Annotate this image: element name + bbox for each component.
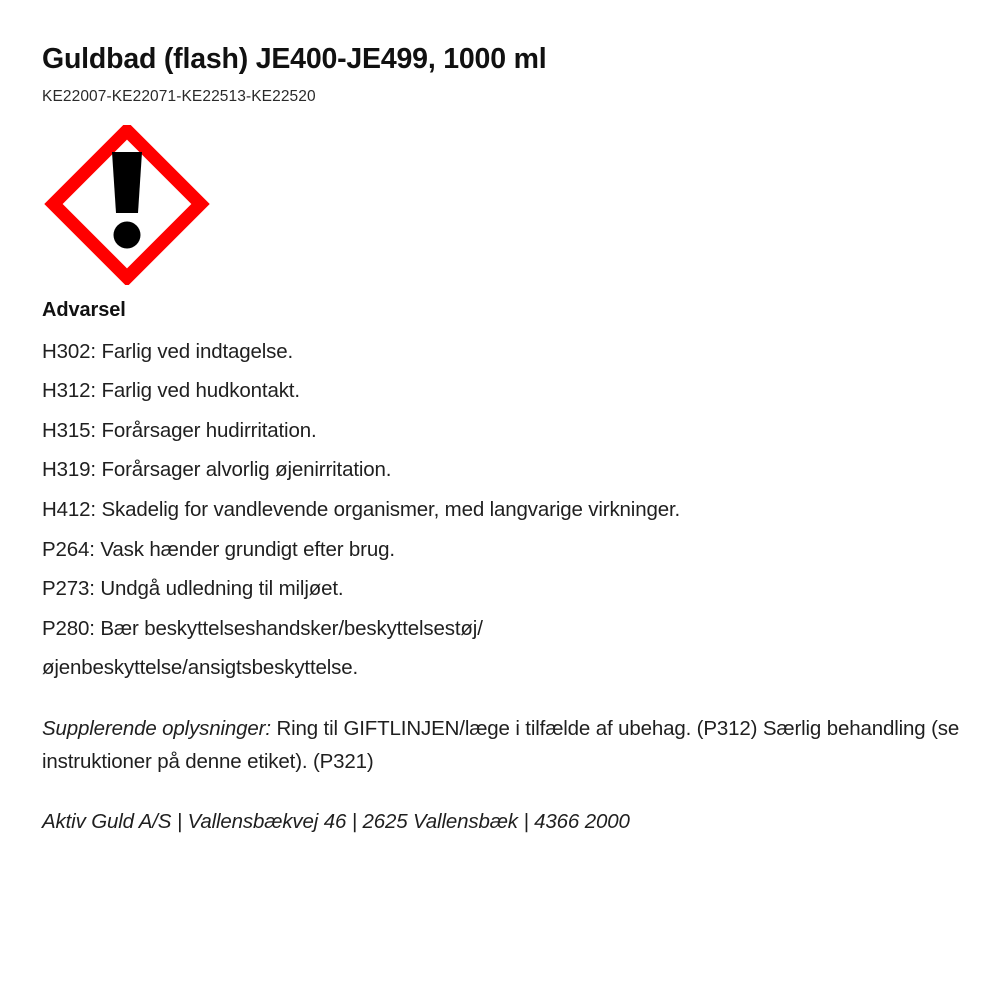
supplementary-text: Ring til GIFTLINJEN/læge i tilfælde af ubehag. (P312) Særlig behandling (se instruktioner på denne etiket). (P321) xyxy=(42,716,960,774)
list-item: P280: Bær beskyttelseshandsker/beskyttelsestøj/ xyxy=(42,616,483,640)
product-codes: KE22007-KE22071-KE22513-KE22520 xyxy=(42,88,316,106)
page-title: Guldbad (flash) JE400-JE499, 1000 ml xyxy=(42,43,547,75)
signal-word: Advarsel xyxy=(42,298,126,321)
list-item: H312: Farlig ved hudkontakt. xyxy=(42,379,300,403)
list-item: H315: Forårsager hudirritation. xyxy=(42,418,317,442)
company-address: Aktiv Guld A/S | Vallensbækvej 46 | 2625 Vallensbæk | 4366 2000 xyxy=(42,810,630,834)
ghs07-exclamation-mark-icon xyxy=(42,125,212,285)
pictogram-row xyxy=(42,125,960,285)
list-item: H319: Forårsager alvorlig øjenirritation. xyxy=(42,458,392,482)
list-item: P264: Vask hænder grundigt efter brug. xyxy=(42,537,395,561)
list-item: P273: Undgå udledning til miljøet. xyxy=(42,577,344,601)
list-item: øjenbeskyttelse/ansigtsbeskyttelse. xyxy=(42,656,359,680)
supplementary-label: Supplerende oplysninger: xyxy=(42,716,271,740)
list-item: H302: Farlig ved indtagelse. xyxy=(42,339,294,363)
hazard-statements-list xyxy=(42,332,960,688)
supplementary-information xyxy=(42,712,960,778)
list-item: H412: Skadelig for vandlevende organismer, med langvarige virkninger. xyxy=(42,498,681,522)
